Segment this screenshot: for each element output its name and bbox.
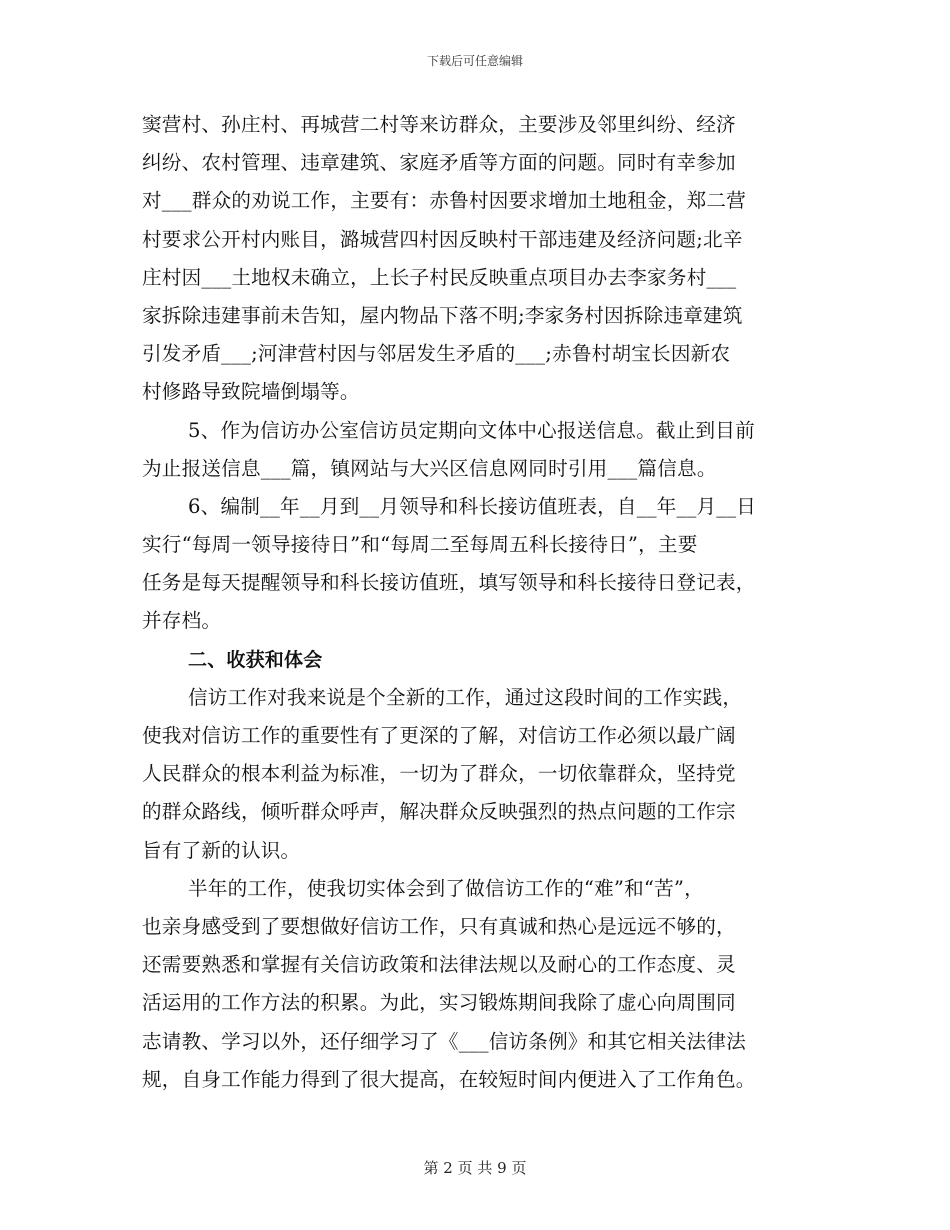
paragraph-line: 还需要熟悉和掌握有关信访政策和法律法规以及耐心的工作态度、灵 bbox=[142, 953, 736, 977]
paragraph-line: 也亲身感受到了要想做好信访工作，只有真诚和热心是远远不够的， bbox=[142, 914, 736, 938]
list-item-6-line: 并存档。 bbox=[142, 609, 222, 633]
list-item-5-line: 为止报送信息___篇，镇网站与大兴区信息网同时引用___篇信息。 bbox=[142, 456, 717, 480]
paragraph-line: 的群众路线，倾听群众呼声，解决群众反映强烈的热点问题的工作宗 bbox=[142, 800, 736, 824]
paragraph-line: 志请教、学习以外，还仔细学习了《___信访条例》和其它相关法律法 bbox=[142, 1029, 747, 1053]
body-line: 对___群众的劝说工作，主要有：赤鲁村因要求增加土地租金，郑二营 bbox=[142, 189, 747, 213]
list-item-6-line: 6、编制__年__月到__月领导和科长接访值班表，自__年__月__日 bbox=[188, 494, 757, 518]
body-line: 庄村因___土地权未确立，上长子村民反映重点项目办去李家务村___ bbox=[142, 265, 737, 289]
paragraph-line: 半年的工作，使我切实体会到了做信访工作的“难”和“苦”， bbox=[188, 876, 704, 900]
section-heading: 二、收获和体会 bbox=[188, 648, 323, 671]
paragraph-line: 人民群众的根本利益为标准，一切为了群众，一切依靠群众，坚持党 bbox=[142, 762, 736, 786]
paragraph-line: 使我对信访工作的重要性有了更深的了解，对信访工作必须以最广阔 bbox=[142, 724, 736, 747]
body-line: 纠纷、农村管理、违章建筑、家庭矛盾等方面的问题。同时有幸参加 bbox=[142, 151, 736, 175]
paragraph-line: 活运用的工作方法的积累。为此，实习锻炼期间我除了虚心向周围同 bbox=[142, 991, 736, 1015]
page-header: 下载后可任意编辑 bbox=[426, 54, 523, 68]
body-line: 家拆除违建事前未告知，屋内物品下落不明;李家务村因拆除违章建筑 bbox=[142, 303, 743, 327]
document-body bbox=[142, 106, 814, 1099]
list-item-6-line: 任务是每天提醒领导和科长接访值班，填写领导和科长接待日登记表， bbox=[142, 571, 756, 595]
list-item-5-line: 5、作为信访办公室信访员定期向文体中心报送信息。截止到目前 bbox=[188, 418, 755, 442]
paragraph-line: 规，自身工作能力得到了很大提高，在较短时间内便进入了工作角色。 bbox=[142, 1067, 756, 1091]
page-number: 第 2 页 共 9 页 bbox=[423, 1159, 527, 1177]
body-line: 窦营村、孙庄村、再城营二村等来访群众，主要涉及邻里纠纷、经济 bbox=[142, 113, 736, 136]
paragraph-line: 信访工作对我来说是个全新的工作，通过这段时间的工作实践， bbox=[188, 685, 743, 709]
paragraph-line: 旨有了新的认识。 bbox=[142, 838, 301, 862]
body-line: 村修路导致院墙倒塌等。 bbox=[142, 380, 360, 404]
body-line: 村要求公开村内账目，潞城营四村因反映村干部违建及经济问题;北辛 bbox=[142, 227, 743, 251]
body-line: 引发矛盾___;河津营村因与邻居发生矛盾的___;赤鲁村胡宝长因新农 bbox=[142, 342, 731, 366]
list-item-6-line: 实行“每周一领导接待日”和“每周二至每周五科长接待日”，主要 bbox=[142, 533, 698, 557]
